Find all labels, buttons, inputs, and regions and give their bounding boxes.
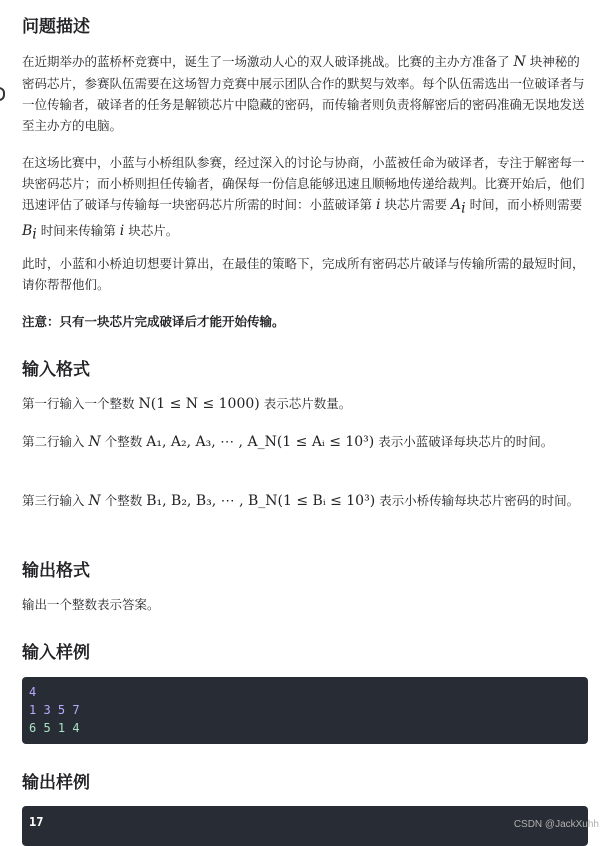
problem-paragraph-2: 在这场比赛中，小蓝与小桥组队参赛，经过深入的讨论与协商，小蓝被任命为破译者，专注于解密每一块密码芯片；而小桥则担任传输者，确保每一份信息能够迅速且顺畅地传递给裁判。比赛开始后，他们迅速评估了破译与传输每一块密码芯片所需的时间：小蓝破译第 i 块芯片需要 $A_i$ 时间，而小桥则需要 $B_i$ 时间来传输第 i 块芯片。 — [22, 155, 585, 242]
problem-description-heading: 问题描述 — [22, 17, 90, 37]
math-b-list: B₁, B₂, B₃, ⋯ , B_N(1 ≤ Bᵢ ≤ 10³) — [146, 493, 376, 509]
sample-input-code-block[interactable] — [22, 677, 588, 744]
watermark: CSDN @JackXuhh — [513, 819, 599, 830]
output-format-text: 输出一个整数表示答案。 — [22, 597, 160, 612]
math-a-list: A₁, A₂, A₃, ⋯ , A_N(1 ≤ Aᵢ ≤ 10³) — [146, 434, 375, 450]
output-format-heading: 输出格式 — [22, 561, 90, 581]
edge-partial-icon — [0, 87, 5, 101]
math-n: N — [513, 54, 526, 70]
code-line: 1 3 5 7 — [29, 703, 80, 717]
input-line-2: 第二行输入 N 个整数 A₁, A₂, A₃, ⋯ , A_N(1 ≤ Aᵢ ≤ 10³) 表示小蓝破译每块芯片的时间。 — [22, 434, 554, 450]
problem-paragraph-1: 在近期举办的蓝桥杯竞赛中，诞生了一场激动人心的双人破译挑战。比赛的主办方准备了 N 块神秘的密码芯片，参赛队伍需要在这场智力竞赛中展示团队合作的默契与效率。每个队伍需选出一位破译者与一位传输者，破译者的任务是解锁芯片中隐藏的密码，而传输者则负责将解密后的密码准确无误地发送至主办方的电脑。 — [22, 54, 585, 133]
input-line-1: 第一行输入一个整数 N(1 ≤ N ≤ 1000) 表示芯片数量。 — [22, 396, 352, 412]
sample-input-heading: 输入样例 — [22, 643, 90, 663]
sample-output-code-block[interactable] — [22, 806, 588, 846]
code-line: 4 — [29, 685, 37, 699]
code-line: 6 5 1 4 — [29, 721, 80, 735]
sample-output-heading: 输出样例 — [22, 773, 90, 793]
code-line: 17 — [29, 815, 44, 829]
math-n-range: N(1 ≤ N ≤ 1000) — [138, 396, 260, 412]
input-format-heading: 输入格式 — [22, 360, 90, 380]
input-line-3: 第三行输入 N 个整数 B₁, B₂, B₃, ⋯ , B_N(1 ≤ Bᵢ ≤ 10³) 表示小桥传输每块芯片密码的时间。 — [22, 493, 580, 509]
problem-paragraph-3: 此时，小蓝和小桥迫切想要计算出，在最佳的策略下，完成所有密码芯片破译与传输所需的最短时间，请你帮帮他们。 — [22, 256, 585, 292]
problem-note: 注意：只有一块芯片完成破译后才能开始传输。 — [22, 314, 285, 329]
